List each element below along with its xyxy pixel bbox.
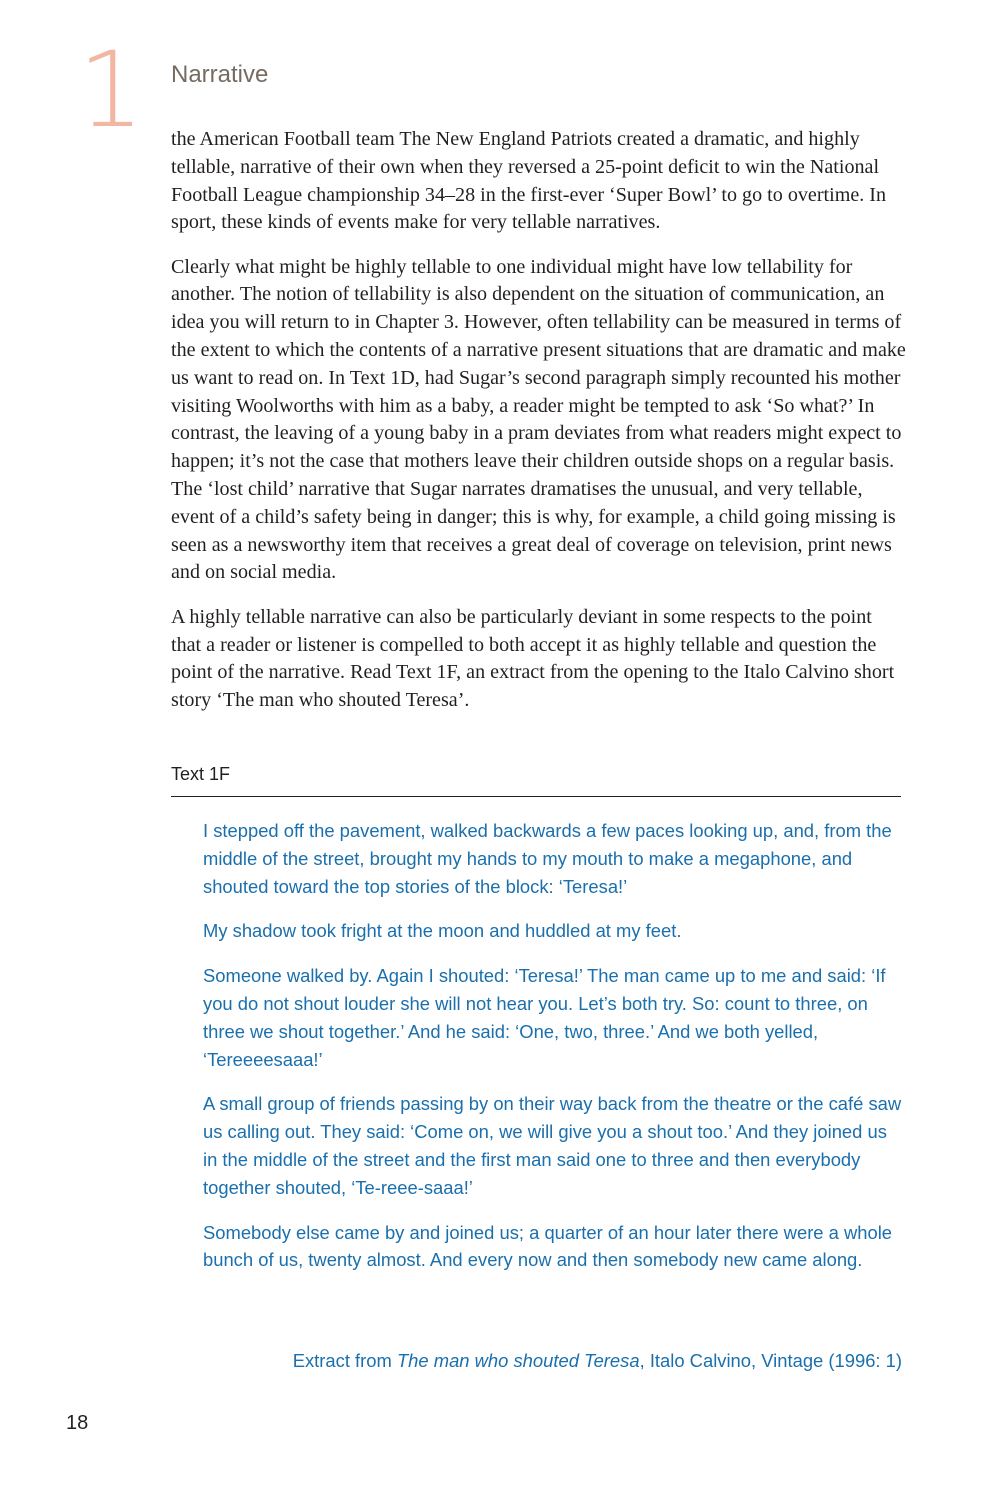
extract-text	[203, 817, 903, 1291]
heading-divider	[171, 796, 901, 797]
body-paragraph: Clearly what might be highly tellable to one individual might have low tellability for another. The notion of tellability is also dependent on the situation of communication, an idea you will return to in Chapter 3. However, often tellability can be measured in terms of the extent to which the contents of a narrative present situations that are dramatic and make us want to read on. In Text 1D, had Sugar’s second paragraph simply recounted his mother visiting Woolworths with him as a baby, a reader might be tempted to ask ‘So what?’ In contrast, the leaving of a young baby in a pram deviates from what readers might expect to happen; it’s not the case that mothers leave their children outside shops on a regular basis. The ‘lost child’ narrative that Sugar narrates dramatises the unusual, and very tellable, event of a child’s safety being in danger; this is why, for example, a child going missing is seen as a newsworthy item that receives a great deal of coverage on television, print news and on social media.	[171, 255, 906, 584]
chapter-number: 1	[78, 29, 145, 151]
extract-paragraph: I stepped off the pavement, walked backwards a few paces looking up, and, from the middle of the street, brought my hands to my mouth to make a megaphone, and shouted toward the top stories of the block: ‘Teresa!’	[203, 820, 892, 897]
extract-paragraph: My shadow took fright at the moon and huddled at my feet.	[203, 920, 682, 942]
citation-suffix: , Italo Calvino, Vintage (1996: 1)	[639, 1350, 902, 1371]
extract-citation	[171, 1350, 902, 1372]
citation-prefix: Extract from	[292, 1350, 397, 1371]
citation-title: The man who shouted Teresa	[396, 1350, 640, 1371]
extract-paragraph: Someone walked by. Again I shouted: ‘Teresa!’ The man came up to me and said: ‘If you do not shout louder she will not hear you. Let’s both try. So: count to three, on three we shout together.’ And he said: ‘One, two, three.’ And we both yelled, ‘Tereeeesaaa!’	[203, 965, 886, 1070]
body-text	[171, 126, 906, 731]
page-number: 18	[66, 1412, 89, 1434]
body-paragraph: the American Football team The New England Patriots created a dramatic, and highly tellable, narrative of their own when they reversed a 25-point deficit to win the National Football League championship 34–28 in the first-ever ‘Super Bowl’ to go to overtime. In sport, these kinds of events make for very tellable narratives.	[171, 128, 887, 234]
chapter-title: Narrative	[171, 61, 269, 88]
extract-paragraph: A small group of friends passing by on their way back from the theatre or the café saw us calling out. They said: ‘Come on, we will give you a shout too.’ And they joined us in the middle of the street and the first man said one to three and then everybody together shouted, ‘Te-reee-saaa!’	[203, 1093, 902, 1198]
extract-paragraph: Somebody else came by and joined us; a quarter of an hour later there were a whole bunch of us, twenty almost. And every now and then somebody new came along.	[203, 1221, 893, 1271]
text-box-heading: Text 1F	[171, 764, 231, 784]
body-paragraph: A highly tellable narrative can also be particularly deviant in some respects to the point that a reader or listener is compelled to both accept it as highly tellable and question the point of the narrative. Read Text 1F, an extract from the opening to the Italo Calvino short story ‘The man who shouted Teresa’.	[171, 605, 895, 712]
